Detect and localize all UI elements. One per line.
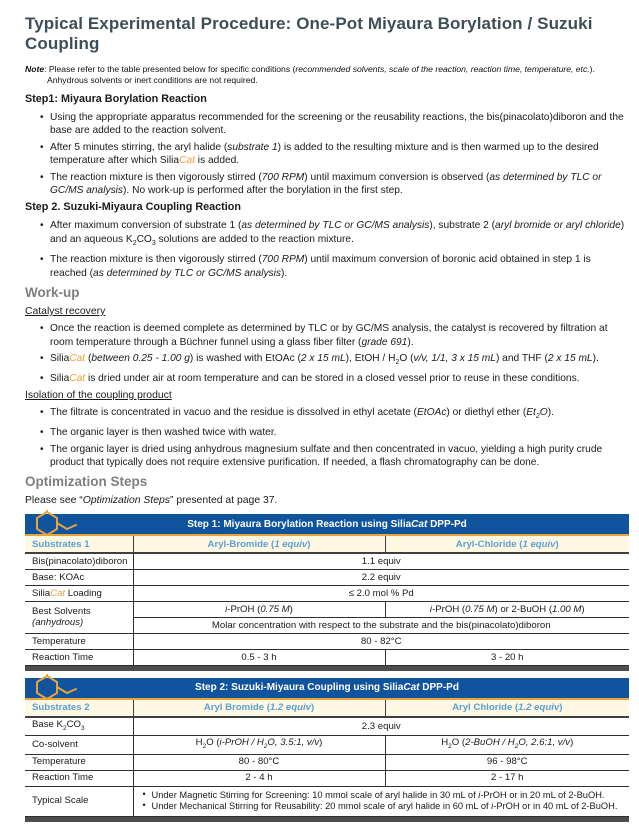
row-label-diboron: Bis(pinacolato)diboron — [25, 553, 133, 569]
table-row — [25, 770, 629, 786]
row-value-base-k2co3: 2.3 equiv — [133, 717, 629, 736]
note-line-2: Anhydrous solvents or inert conditions are not required. — [47, 75, 258, 85]
table-row — [25, 649, 629, 665]
list-item: • The organic layer is then washed twice with water. — [50, 426, 629, 439]
subheading-catalyst-recovery: Catalyst recovery — [25, 306, 106, 318]
bullet-list-catalyst-recovery — [25, 322, 629, 386]
reaction-time1-chloride: 3 - 20 h — [385, 649, 629, 665]
temperature2-bromide: 80 - 80°C — [133, 754, 385, 770]
table2-title: Step 2: Suzuki-Miyaura Coupling using SiliaCat DPP-Pd — [195, 682, 459, 694]
table1-title: Step 1: Miyaura Borylation Reaction using SiliaCat DPP-Pd — [187, 518, 467, 530]
reaction-time1-bromide: 0.5 - 3 h — [133, 649, 385, 665]
table2-bottom-bar — [25, 817, 629, 822]
table1-title-bar — [25, 514, 629, 535]
note-block — [25, 64, 629, 86]
heading-optimization-steps: Optimization Steps — [25, 474, 148, 490]
list-item: • The filtrate is concentrated in vacuo and the residue is dissolved in ethyl acetate (EtOAc) or diethyl ether $(Et_2O)$. — [50, 406, 629, 423]
heading-step1: Step1: Miyaura Borylation Reaction — [25, 93, 207, 105]
table2-col-aryl-bromide: Aryl Bromide (1.2 equiv) — [133, 699, 385, 717]
row-label-temperature2: Temperature — [25, 754, 133, 770]
table-step1-conditions — [25, 514, 629, 666]
molecule-icon — [32, 674, 84, 700]
row-label-typical-scale: Typical Scale — [25, 786, 133, 816]
list-item: • After 5 minutes stirring, the aryl halide (substrate 1) is added to the resulting mixture and is then warmed up to the desired temperature after which SiliaCat is added. — [50, 141, 629, 168]
row-label-reaction-time1: Reaction Time — [25, 649, 133, 665]
row-value-siliacat-loading: ≤ 2.0 mol % Pd — [133, 585, 629, 601]
table2-title-bar — [25, 678, 629, 699]
row-value-temperature1: 80 - 82°C — [133, 633, 629, 649]
note-line-1: Note: Please refer to the table presented below for specific conditions (recommended solvents, scale of the reaction, reaction time, temperature, etc.). — [25, 64, 595, 74]
table2-col-aryl-chloride: Aryl Chloride (1.2 equiv) — [385, 699, 629, 717]
list-item: • Under Mechanical Stirring for Reusability: 20 mmol scale of aryl halide in 60 mL of i-PrOH or in 40 mL of 2-BuOH. — [152, 801, 626, 813]
row-label-best-solvents: Best Solvents (anhydrous) — [25, 601, 133, 633]
reaction-time2-bromide: 2 - 4 h — [133, 770, 385, 786]
list-item: • The reaction mixture is then vigorously stirred (700 RPM) until maximum conversion is observed (as determined by TLC or GC/MS analysis). No work-up is performed after the borylation in the first step. — [50, 171, 629, 198]
table-row — [25, 633, 629, 649]
row-label-siliacat-loading: SiliaCat Loading — [25, 585, 133, 601]
subheading-isolation: Isolation of the coupling product — [25, 389, 172, 401]
table-row — [25, 585, 629, 601]
list-item: • After maximum conversion of substrate 1 (as determined by TLC or GC/MS analysis), substrate 2 (aryl bromide or aryl chloride) and an aqueous $K_2CO_3$ solutions are added to the reaction mixture. — [50, 219, 629, 250]
heading-step2: Step 2. Suzuki-Miyaura Coupling Reaction — [25, 201, 241, 214]
row-value-base-koac: 2.2 equiv — [133, 569, 629, 585]
list-item: • SiliaCat is dried under air at room temperature and can be stored in a closed vessel prior to reuse in these conditions. — [50, 372, 629, 385]
typical-scale-bullets — [138, 790, 626, 813]
temperature2-chloride: 96 - 98°C — [385, 754, 629, 770]
table-row — [25, 786, 629, 816]
solvents-bromide-value: i-PrOH (0.75 M) — [133, 601, 385, 617]
row-label-reaction-time2: Reaction Time — [25, 770, 133, 786]
page-title: Typical Experimental Procedure: One-Pot Miyaura Borylation / Suzuki Coupling — [25, 14, 593, 53]
row-label-temperature1: Temperature — [25, 633, 133, 649]
row-value-diboron: 1.1 equiv — [133, 553, 629, 569]
solvents-note: Molar concentration with respect to the substrate and the bis(pinacolato)diboron — [133, 617, 629, 633]
bullet-list-step2 — [25, 219, 629, 280]
table-row — [25, 569, 629, 585]
cosolvent-bromide-value: $H_2O$ (i-PrOH / $H_2O$, 3.5:1, v/v) — [133, 736, 385, 754]
table-row — [25, 736, 629, 754]
list-item: • The reaction mixture is then vigorously stirred (700 RPM) until maximum conversion of boronic acid obtained in step 1 is reached (as determined by TLC or GC/MS analysis). — [50, 253, 629, 280]
table-row — [25, 601, 629, 617]
table1-col-aryl-chloride: Aryl-Chloride (1 equiv) — [385, 535, 629, 553]
typical-scale-value — [133, 786, 629, 816]
table-row — [25, 553, 629, 569]
table-row — [25, 717, 629, 736]
reaction-time2-chloride: 2 - 17 h — [385, 770, 629, 786]
table1-col-aryl-bromide: Aryl-Bromide (1 equiv) — [133, 535, 385, 553]
bullet-list-isolation — [25, 406, 629, 470]
list-item: • Under Magnetic Stirring for Screening: 10 mmol scale of aryl halide in 30 mL of i-PrOH or in 20 mL of 2-BuOH. — [152, 790, 626, 802]
list-item: • Once the reaction is deemed complete as determined by TLC or by GC/MS analysis, the catalyst is recovered by filtration at room temperature through a Büchner funnel using a glass fiber filter (grade 691). — [50, 322, 629, 349]
optimization-paragraph: Please see “Optimization Steps” presented at page 37. — [25, 495, 278, 507]
list-item: • Using the appropriate apparatus recommended for the screening or the reusability reactions, the bis(pinacolato)diboron and the base are added to the reaction solvent. — [50, 111, 629, 138]
table-step2-conditions — [25, 678, 629, 817]
solvents-chloride-value: i-PrOH (0.75 M) or 2-BuOH (1.00 M) — [385, 601, 629, 617]
bullet-list-step1 — [25, 111, 629, 197]
row-label-base-k2co3: Base $K_2CO_3$ — [25, 717, 133, 736]
table-row — [25, 754, 629, 770]
list-item: • The organic layer is dried using anhydrous magnesium sulfate and then concentrated in vacuo, yielding a high purity crude product that typically does not require extensive purification. If needed, a flash chromatography can be done. — [50, 443, 629, 470]
list-item: • SiliaCat (between 0.25 - 1.00 g) is washed with EtOAc (2 x 15 mL), EtOH / $H_2O$ (v/v, 1/1, 3 x 15 mL) and THF (2 x 15 mL). — [50, 352, 629, 369]
heading-workup: Work-up — [25, 285, 80, 301]
molecule-icon — [32, 510, 84, 536]
table1-col-substrates1: Substrates 1 — [25, 535, 133, 553]
row-label-base-koac: Base: KOAc — [25, 569, 133, 585]
cosolvent-chloride-value: $H_2O$ (2-BuOH / $H_2O$, 2.6:1, v/v) — [385, 736, 629, 754]
table2-col-substrates2: Substrates 2 — [25, 699, 133, 717]
row-label-cosolvent: Co-solvent — [25, 736, 133, 754]
